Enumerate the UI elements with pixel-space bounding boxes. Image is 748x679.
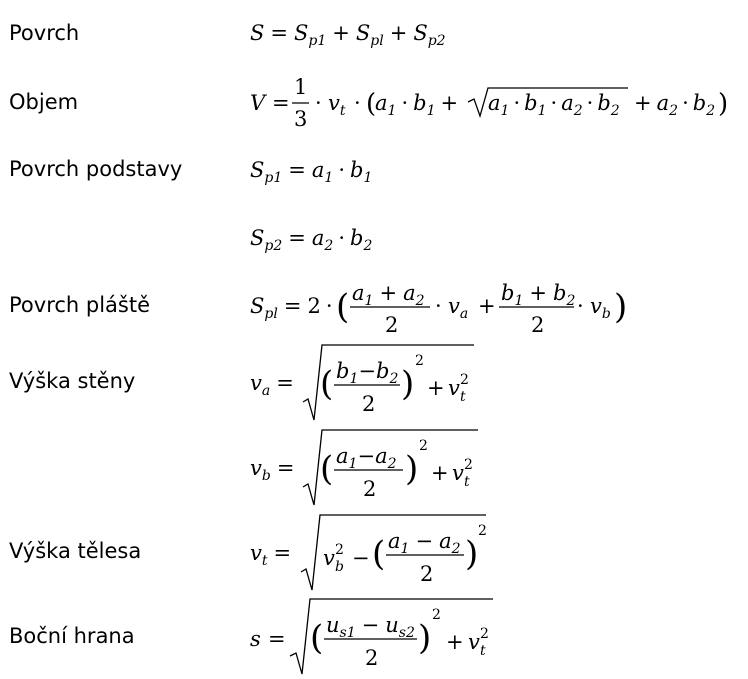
svg-text:Sp1=a1·b1: $S_{p1} = a_1 \cdot b_1$	[250, 158, 373, 186]
svg-text:2: 2	[415, 353, 424, 369]
svg-text:v: v	[452, 461, 464, 485]
svg-text:a1−a2: $a_1-a_2$	[336, 444, 397, 472]
svg-text:(: (	[366, 89, 377, 119]
svg-text:a1−a2: $a_1 - a_2$	[388, 529, 461, 557]
svg-text:va=: $v_a$ =	[250, 371, 294, 399]
svg-text:): )	[401, 364, 415, 404]
svg-text:S=Sp1+Spl+Sp2: $S = S_{p1} + S_{pl} + S_{p2}$	[250, 21, 446, 49]
svg-text:): )	[718, 89, 729, 119]
svg-text:2: 2	[420, 562, 434, 586]
svg-text:vb=: $v_b$ =	[250, 456, 295, 484]
svg-text:a1·b1·a2·b2: $a_1 \cdot b_1 \cdot a_2 \cdot b_2$	[488, 91, 620, 119]
svg-text:us1−us2: $u_{s1} - u_{s2}$	[326, 613, 415, 641]
svg-text:): )	[614, 287, 628, 327]
formula-bocni-hrana	[250, 594, 500, 679]
formula-povrch-podstavy-2	[250, 218, 410, 258]
svg-text:·: ·	[354, 91, 361, 115]
svg-text:): )	[465, 534, 479, 574]
svg-text:2: 2	[385, 313, 399, 337]
formula-objem	[250, 70, 735, 140]
label-vyska-telesa: Výška tělesa	[9, 539, 142, 563]
svg-text:2: 2	[464, 457, 473, 473]
svg-text:+: +	[431, 461, 449, 485]
svg-text:V: V	[250, 91, 266, 115]
svg-text:2: 2	[362, 392, 376, 416]
svg-text:): )	[418, 618, 432, 658]
svg-text:=: =	[268, 627, 286, 651]
svg-text:2: 2	[531, 313, 545, 337]
formula-vyska-steny-va	[250, 340, 490, 425]
formula-povrch-plaste	[250, 278, 640, 340]
svg-text:·: ·	[435, 294, 442, 318]
svg-text:+: +	[446, 630, 464, 654]
svg-text:·: ·	[315, 91, 322, 115]
formula-vyska-steny-vb	[250, 425, 490, 510]
svg-text:2: 2	[432, 607, 441, 623]
svg-text:(: (	[320, 364, 334, 404]
svg-text:v: v	[468, 630, 480, 654]
svg-text:2: 2	[480, 626, 489, 642]
formula-povrch	[250, 15, 480, 55]
svg-text:·: ·	[577, 294, 584, 318]
svg-text:vb: $v_b$	[590, 294, 611, 322]
svg-text:Sp2=a2·b2: $S_{p2} = a_2 \cdot b_2$	[250, 226, 373, 254]
svg-text:b1+b2: $b_1 + b_2$	[501, 281, 576, 309]
svg-text:t: t	[460, 389, 466, 405]
svg-text:−: −	[352, 546, 370, 570]
svg-text:b1−b2: $b_1-b_2$	[336, 359, 399, 387]
svg-text:+: +	[427, 376, 445, 400]
svg-text:vt: $v_t$	[328, 91, 346, 119]
svg-text:+: +	[478, 294, 496, 318]
label-bocni-hrana: Boční hrana	[9, 624, 135, 648]
svg-text:): )	[405, 449, 419, 489]
svg-text:Spl=2·: $S_{pl} = 2$ ·	[250, 294, 333, 322]
svg-text:2: 2	[460, 372, 469, 388]
svg-text:1: 1	[294, 75, 308, 99]
svg-text:v: v	[323, 546, 335, 570]
svg-text:+a2·b2: + $a_2 \cdot b_2$	[634, 91, 716, 119]
formula-vyska-telesa	[250, 510, 500, 595]
svg-text:2: 2	[419, 438, 428, 454]
svg-text:(: (	[310, 618, 324, 658]
svg-text:a1·b1+: $a_1 \cdot b_1$ +	[375, 91, 459, 119]
svg-text:b: b	[335, 559, 344, 575]
label-povrch-plaste: Povrch pláště	[9, 293, 151, 317]
svg-text:vt=: $v_t$ =	[250, 541, 292, 569]
svg-text:v: v	[448, 376, 460, 400]
svg-text:t: t	[480, 643, 486, 659]
svg-text:2: 2	[478, 523, 487, 539]
svg-text:3: 3	[294, 107, 308, 131]
label-vyska-steny: Výška stěny	[9, 369, 136, 393]
svg-text:va: $v_a$	[448, 294, 469, 322]
label-povrch: Povrch	[9, 21, 80, 45]
svg-text:s: s	[250, 627, 261, 651]
svg-text:(: (	[372, 534, 386, 574]
svg-text:(: (	[320, 449, 334, 489]
svg-text:2: 2	[365, 646, 379, 670]
svg-text:2: 2	[335, 542, 344, 558]
svg-text:=: =	[272, 91, 290, 115]
svg-text:2: 2	[363, 477, 377, 501]
label-objem: Objem	[9, 90, 79, 114]
formula-povrch-podstavy-1	[250, 150, 410, 190]
label-povrch-podstavy: Povrch podstavy	[9, 157, 183, 181]
svg-text:(: (	[336, 287, 350, 327]
svg-text:a1+a2: $a_1 + a_2$	[352, 281, 425, 309]
svg-text:t: t	[464, 474, 470, 490]
